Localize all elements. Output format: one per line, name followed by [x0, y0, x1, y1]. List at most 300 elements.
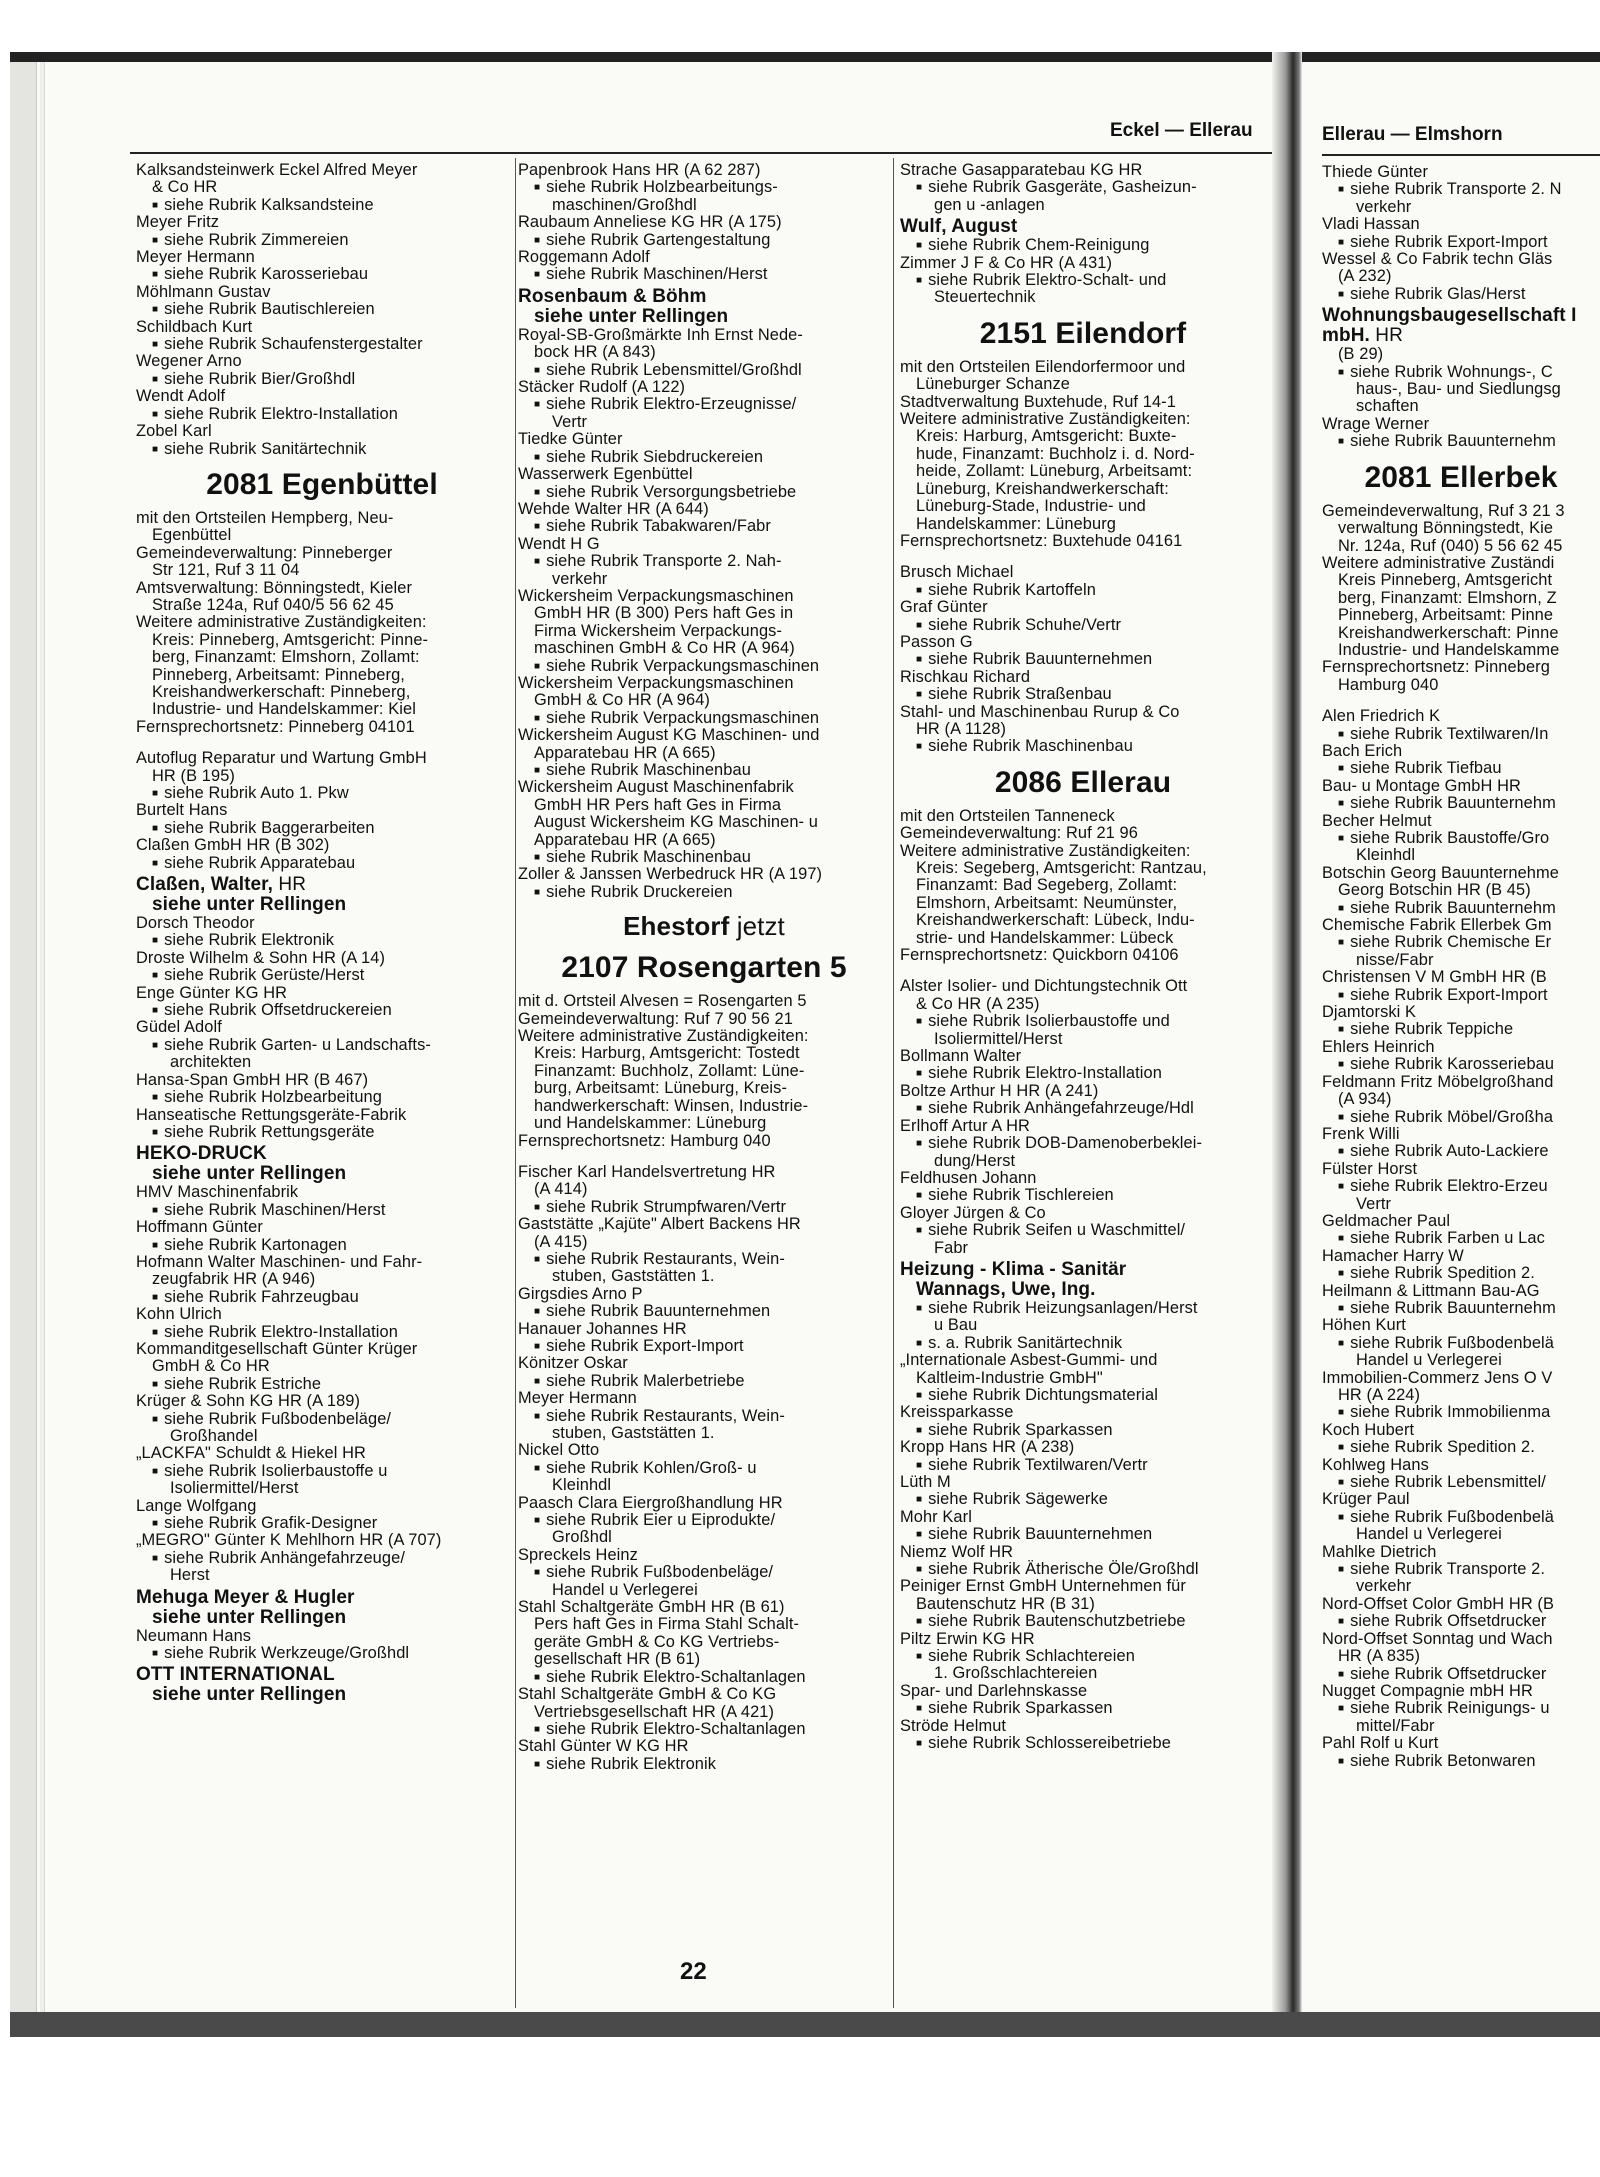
- municipality-info-line: Weitere administrative Zuständigkeiten:: [518, 1027, 809, 1046]
- category-reference: ■ siehe Rubrik Versorgungsbetriebe: [518, 484, 890, 501]
- category-reference-continued: Großhdl: [552, 1528, 612, 1547]
- municipality-heading: 2081 Ellerbek: [1364, 460, 1558, 494]
- municipality-heading: 2107 Rosengarten 5: [561, 951, 847, 985]
- entry-name: Lüth M: [900, 1473, 951, 1491]
- entry-name: Koch Hubert: [1322, 1420, 1415, 1439]
- entry-name: Meyer Fritz: [136, 213, 220, 232]
- category-reference-continued: Handel u Verlegerei: [552, 1580, 698, 1599]
- category-reference: ■ siehe Rubrik Elektro-Installation: [136, 1324, 508, 1341]
- directory-entry: [136, 162, 508, 214]
- category-reference-continued: dung/Herst: [934, 1151, 1016, 1170]
- category-reference: ■ siehe Rubrik Karosseriebau: [136, 266, 508, 283]
- entry-name: Zimmer J F & Co HR (A 431): [900, 253, 1113, 272]
- entry-name: Stahl- und Maschinenbau Rurup & Co: [900, 702, 1180, 721]
- category-reference: ■ siehe Rubrik Offsetdruckereien: [136, 1002, 508, 1019]
- entry-name: Burtelt Hans: [136, 801, 228, 820]
- entry-name-bold: HEKO-DRUCK: [136, 1143, 267, 1165]
- category-reference: ■ siehe Rubrik Fußbodenbelä: [1322, 1335, 1600, 1352]
- municipality-info-line: Elmshorn, Arbeitsamt: Neumünster,: [916, 893, 1178, 912]
- directory-entry: [900, 1683, 1266, 1718]
- directory-entry: [1322, 778, 1600, 813]
- category-reference: ■ siehe Rubrik Glas/Herst: [1322, 286, 1600, 303]
- entry-name-continued: Bautenschutz HR (B 31): [916, 1594, 1095, 1613]
- directory-entry: [136, 423, 508, 458]
- municipality-info-line: Lüneburger Schanze: [916, 375, 1070, 394]
- directory-entry: [900, 634, 1266, 669]
- entry-name: Stäcker Rudolf (A 122): [518, 378, 686, 397]
- directory-entry: [1322, 708, 1600, 743]
- directory-entry: [136, 1532, 508, 1584]
- entry-name: Kreissparkasse: [900, 1403, 1014, 1422]
- entry-name-continued: GmbH & Co HR: [152, 1357, 270, 1376]
- entry-name-continued: HR (A 835): [1338, 1647, 1421, 1666]
- category-reference: ■ siehe Rubrik Tabakwaren/Fabr: [518, 518, 890, 535]
- category-reference: ■ siehe Rubrik Sparkassen: [900, 1422, 1266, 1439]
- entry-name-bold-text: mbH.: [1322, 325, 1370, 347]
- directory-entry: [518, 501, 890, 536]
- category-reference: ■ s. a. Rubrik Sanitärtechnik: [900, 1335, 1266, 1352]
- directory-entry: [136, 985, 508, 1020]
- municipality-info-line: und Handelskammer: Lüneburg: [534, 1114, 767, 1133]
- category-reference-continued: Herst: [170, 1566, 210, 1585]
- entry-name: Nugget Compagnie mbH HR: [1322, 1681, 1533, 1700]
- entry-name-bold: Wohnungsbaugesellschaft I: [1322, 305, 1577, 327]
- directory-entry: [900, 1170, 1266, 1205]
- directory-entry: [900, 1509, 1266, 1544]
- category-reference-continued: mittel/Fabr: [1356, 1716, 1435, 1735]
- directory-entry: [1322, 1039, 1600, 1074]
- category-reference: ■ siehe Rubrik Sparkassen: [900, 1700, 1266, 1717]
- directory-entry: [136, 1588, 508, 1628]
- entry-name: Becher Helmut: [1322, 811, 1432, 830]
- entry-name: „MEGRO" Günter K Mehlhorn HR (A 707): [136, 1531, 442, 1550]
- directory-entry: [136, 1019, 508, 1071]
- directory-entry: [900, 1578, 1266, 1630]
- directory-entry: [518, 1495, 890, 1547]
- entry-name: Stahl Schaltgeräte GmbH & Co KG: [518, 1685, 777, 1704]
- entry-name: Geldmacher Paul: [1322, 1211, 1451, 1230]
- entry-name-continued: Vertriebsgesellschaft HR (A 421): [534, 1702, 775, 1721]
- entry-name: Passon G: [900, 632, 973, 651]
- directory-entry: [136, 1628, 508, 1663]
- municipality-info-line: Stadtverwaltung Buxtehude, Ruf 14-1: [900, 392, 1176, 411]
- category-reference: ■ siehe Rubrik Restaurants, Wein-: [518, 1408, 890, 1425]
- directory-entry: [1322, 1631, 1600, 1683]
- category-reference: ■ siehe Rubrik Sanitärtechnik: [136, 441, 508, 458]
- category-reference: ■ siehe Rubrik Kalksandsteine: [136, 197, 508, 214]
- entry-name-bold: Mehuga Meyer & Hugler: [136, 1586, 355, 1608]
- directory-entry: [900, 217, 1266, 254]
- directory-entry: [136, 1393, 508, 1445]
- category-reference-continued: Isoliermittel/Herst: [934, 1029, 1063, 1048]
- directory-entry: [136, 750, 508, 802]
- directory-entry: [136, 1107, 508, 1142]
- entry-name: Möhlmann Gustav: [136, 282, 271, 301]
- entry-name: Boltze Arthur H HR (A 241): [900, 1081, 1099, 1100]
- category-reference: ■ siehe Rubrik Baggerarbeiten: [136, 820, 508, 837]
- directory-entry: [900, 162, 1266, 214]
- municipality-info-line: handwerkerschaft: Winsen, Industrie-: [534, 1096, 809, 1115]
- municipality-info-line: Kreis: Segeberg, Amtsgericht: Rantzau,: [916, 859, 1207, 877]
- directory-entry: [136, 1498, 508, 1533]
- entry-register: HR: [1369, 325, 1403, 347]
- directory-entry: [1322, 216, 1600, 251]
- entry-name: „Internationale Asbest-Gummi- und: [900, 1351, 1158, 1370]
- entry-name: Alster Isolier- und Dichtungstechnik Ott: [900, 977, 1188, 996]
- category-reference: ■ siehe Rubrik Bauunternehm: [1322, 900, 1600, 917]
- municipality-info-line: Kreis: Pinneberg, Amtsgericht: Pinne-: [152, 630, 429, 649]
- category-reference: ■ siehe Rubrik Dichtungsmaterial: [900, 1387, 1266, 1404]
- category-reference: ■ siehe Rubrik Grafik-Designer: [136, 1515, 508, 1532]
- category-reference-continued: Steuertechnik: [934, 288, 1036, 307]
- entry-name: Wessel & Co Fabrik techn Gläs: [1322, 250, 1553, 269]
- entry-firm-bold: Wannags, Uwe, Ing.: [916, 1278, 1096, 1300]
- category-reference: ■ siehe Rubrik Bauunternehmen: [900, 651, 1266, 668]
- entry-name: Raubaum Anneliese KG HR (A 175): [518, 213, 782, 232]
- municipality-info-line: Fernsprechortsnetz: Buxtehude 04161: [900, 531, 1183, 550]
- category-reference: ■ siehe Rubrik Werkzeuge/Großhdl: [136, 1645, 508, 1662]
- directory-entry: [1322, 1683, 1600, 1735]
- entry-name: Güdel Adolf: [136, 1018, 222, 1037]
- directory-entry: [900, 1260, 1266, 1352]
- directory-entry: [900, 1083, 1266, 1118]
- directory-entry: [136, 1665, 508, 1705]
- entry-name-continued: (A 414): [534, 1180, 588, 1199]
- entry-name: Christensen V M GmbH HR (B: [1322, 968, 1547, 987]
- entry-name: Alen Friedrich K: [1322, 707, 1441, 726]
- municipality-info-line: Str 121, Ruf 3 11 04: [152, 561, 300, 580]
- category-reference: ■ siehe Rubrik Elektro-Schaltanlagen: [518, 1721, 890, 1738]
- category-reference: ■ siehe Rubrik Chemische Er: [1322, 934, 1600, 951]
- entry-name-continued: & Co HR (A 235): [916, 994, 1040, 1013]
- directory-entry: [1322, 1126, 1600, 1161]
- category-reference: ■ siehe Rubrik Ätherische Öle/Großhdl: [900, 1561, 1266, 1578]
- directory-entry: [518, 327, 890, 379]
- entry-name: Tiedke Günter: [518, 430, 623, 449]
- see-reference: siehe unter Rellingen: [534, 305, 729, 327]
- entry-name-bold: Wulf, August: [900, 216, 1018, 238]
- municipality-info-line: verwaltung Bönningstedt, Kie: [1338, 519, 1554, 538]
- category-reference: ■ siehe Rubrik Gerüste/Herst: [136, 967, 508, 984]
- entry-name: Frenk Willi: [1322, 1124, 1400, 1143]
- municipality-info-line: Finanzamt: Buchholz, Zollamt: Lüne-: [534, 1061, 805, 1080]
- directory-column-2: [518, 162, 890, 2007]
- directory-entry: [1322, 306, 1600, 416]
- running-head-left-page: Eckel — Ellerau: [1110, 120, 1253, 141]
- entry-name-continued: & Co HR: [152, 178, 218, 197]
- directory-entry: [518, 466, 890, 501]
- entry-name: Wegener Arno: [136, 352, 242, 371]
- category-reference: ■ siehe Rubrik DOB-Damenoberbeklei-: [900, 1135, 1266, 1152]
- directory-entry: [1322, 1004, 1600, 1039]
- entry-name: Fischer Karl Handelsvertretung HR: [518, 1162, 776, 1181]
- directory-entry: [518, 1390, 890, 1442]
- municipality-info-line: Kreis Pinneberg, Amtsgericht: [1338, 571, 1553, 590]
- entry-name: Nord-Offset Sonntag und Wach: [1322, 1629, 1553, 1648]
- category-reference: ■ siehe Rubrik Siebdruckereien: [518, 449, 890, 466]
- entry-name-continued: (A 934): [1338, 1090, 1392, 1109]
- municipality-info-line: Fernsprechortsnetz: Pinneberg: [1322, 658, 1550, 677]
- municipality-info-line: mit den Ortsteilen Hempberg, Neu-: [136, 508, 394, 527]
- directory-entry: [1322, 416, 1600, 451]
- directory-column-3: [900, 162, 1266, 2007]
- category-reference: ■ siehe Rubrik Textilwaren/Vertr: [900, 1457, 1266, 1474]
- category-reference: ■ siehe Rubrik Isolierbaustoffe u: [136, 1463, 508, 1480]
- entry-name-continued: zeugfabrik HR (A 946): [152, 1270, 316, 1289]
- scan-bottom-border: [10, 2012, 1600, 2037]
- category-reference: ■ siehe Rubrik Maschinenbau: [518, 762, 890, 779]
- directory-entry: [518, 1599, 890, 1686]
- municipality-info-line: mit den Ortsteilen Eilendorfermoor und: [900, 357, 1186, 376]
- category-reference: ■ siehe Rubrik Fußbodenbeläge/: [136, 1411, 508, 1428]
- directory-entry: [900, 599, 1266, 634]
- municipality-info-line: heide, Zollamt: Lüneburg, Arbeitsamt:: [916, 462, 1193, 481]
- spacer: [136, 736, 508, 750]
- directory-entry: [518, 1164, 890, 1216]
- category-reference: ■ siehe Rubrik Heizungsanlagen/Herst: [900, 1300, 1266, 1317]
- directory-entry: [900, 564, 1266, 599]
- directory-entry: [900, 1205, 1266, 1257]
- directory-entry: [900, 1631, 1266, 1683]
- entry-name: Spar- und Darlehnskasse: [900, 1681, 1088, 1700]
- directory-entry: [518, 214, 890, 249]
- directory-entry: [900, 1118, 1266, 1170]
- entry-name: Nickel Otto: [518, 1441, 600, 1460]
- directory-entry: [136, 1306, 508, 1341]
- entry-name: Wasserwerk Egenbüttel: [518, 465, 693, 484]
- directory-entry: [1322, 1317, 1600, 1369]
- directory-entry: [136, 1445, 508, 1497]
- spacer: [900, 550, 1266, 564]
- entry-name: Graf Günter: [900, 598, 988, 617]
- directory-entry: [518, 1286, 890, 1321]
- municipality-info-line: Weitere administrative Zuständigkeiten:: [900, 410, 1191, 429]
- page-number: 22: [680, 1958, 707, 1985]
- directory-column-1: [136, 162, 508, 2007]
- directory-column-right-page: [1322, 164, 1600, 2009]
- directory-entry: [1322, 1457, 1600, 1492]
- municipality-info-line: Gemeindeverwaltung: Ruf 21 96: [900, 824, 1138, 843]
- category-reference: ■ siehe Rubrik Straßenbau: [900, 686, 1266, 703]
- category-reference: ■ siehe Rubrik Fußbodenbeläge/: [518, 1564, 890, 1581]
- entry-name: Kalksandsteinwerk Eckel Alfred Meyer: [136, 162, 418, 179]
- category-reference-continued: haus-, Bau- und Siedlungsg: [1356, 380, 1561, 399]
- category-reference: ■ siehe Rubrik Bauunternehm: [1322, 795, 1600, 812]
- directory-entry: [1322, 1491, 1600, 1543]
- directory-entry: [900, 978, 1266, 1048]
- category-reference: ■ siehe Rubrik Bauunternehm: [1322, 1300, 1600, 1317]
- category-reference: ■ siehe Rubrik Kartoffeln: [900, 582, 1266, 599]
- directory-entry: [1322, 164, 1600, 216]
- directory-entry: [518, 1442, 890, 1494]
- category-reference: ■ siehe Rubrik Transporte 2.: [1322, 1561, 1600, 1578]
- entry-name: Roggemann Adolf: [518, 248, 650, 267]
- directory-entry: [518, 1547, 890, 1599]
- category-reference: ■ siehe Rubrik Anhängefahrzeuge/: [136, 1550, 508, 1567]
- category-reference: ■ siehe Rubrik Offsetdrucker: [1322, 1666, 1600, 1683]
- entry-name: Erlhoff Artur A HR: [900, 1116, 1030, 1135]
- category-reference: ■ siehe Rubrik Offsetdrucker: [1322, 1613, 1600, 1630]
- municipality-info-line: mit den Ortsteilen Tanneneck: [900, 806, 1115, 825]
- category-reference: ■ siehe Rubrik Maschinenbau: [900, 738, 1266, 755]
- category-reference-continued: verkehr: [1356, 197, 1412, 216]
- category-reference-continued: Vertr: [552, 412, 588, 431]
- entry-name: Hansa-Span GmbH HR (B 467): [136, 1070, 369, 1089]
- entry-name-bold: Rosenbaum & Böhm: [518, 285, 707, 307]
- directory-entry: [1322, 1283, 1600, 1318]
- entry-name: Wickersheim Verpackungsmaschinen: [518, 673, 794, 692]
- municipality-heading: 2086 Ellerau: [994, 765, 1172, 799]
- category-reference: ■ siehe Rubrik Druckereien: [518, 884, 890, 901]
- heading-lead-bold: Ehestorf: [623, 911, 730, 942]
- category-reference: ■ siehe Rubrik Holzbearbeitung: [136, 1089, 508, 1106]
- category-reference: ■ siehe Rubrik Schaufenstergestalter: [136, 336, 508, 353]
- municipality-info-line: Amtsverwaltung: Bönningstedt, Kieler: [136, 578, 413, 597]
- directory-entry: [136, 915, 508, 950]
- municipality-info-line: Pinneberg, Arbeitsamt: Pinne: [1338, 606, 1554, 625]
- municipality-info-line: burg, Arbeitsamt: Lüneburg, Kreis-: [534, 1079, 788, 1098]
- entry-name: Höhen Kurt: [1322, 1316, 1406, 1335]
- entry-name: Bau- u Montage GmbH HR: [1322, 776, 1521, 795]
- category-reference: ■ siehe Rubrik Isolierbaustoffe und: [900, 1013, 1266, 1030]
- directory-entry: [1322, 917, 1600, 969]
- category-reference-continued: verkehr: [1356, 1577, 1412, 1596]
- directory-entry: [900, 1404, 1266, 1439]
- municipality-info-line: Finanzamt: Bad Segeberg, Zollamt:: [916, 876, 1178, 895]
- category-reference: ■ siehe Rubrik Auto 1. Pkw: [136, 785, 508, 802]
- directory-entry: [518, 588, 890, 675]
- category-reference-continued: 1. Großschlachtereien: [934, 1664, 1098, 1683]
- category-reference: ■ siehe Rubrik Elektro-Erzeugnisse/: [518, 396, 890, 413]
- entry-name: Wrage Werner: [1322, 414, 1430, 433]
- municipality-info-line: Lüneburg, Kreishandwerkerschaft:: [916, 479, 1169, 498]
- municipality-heading: 2151 Eilendorf: [979, 316, 1187, 350]
- category-reference: ■ siehe Rubrik Fahrzeugbau: [136, 1289, 508, 1306]
- entry-name: Wendt Adolf: [136, 387, 226, 406]
- entry-name: Wehde Walter HR (A 644): [518, 499, 709, 518]
- directory-entry: [136, 802, 508, 837]
- directory-entry: [1322, 1248, 1600, 1283]
- category-reference: ■ siehe Rubrik Reinigungs- u: [1322, 1700, 1600, 1717]
- directory-entry: [136, 284, 508, 319]
- category-reference-continued: architekten: [170, 1053, 252, 1072]
- category-reference: ■ siehe Rubrik Anhängefahrzeuge/Hdl: [900, 1100, 1266, 1117]
- category-reference: ■ siehe Rubrik Tischlereien: [900, 1187, 1266, 1204]
- directory-entry: [136, 1072, 508, 1107]
- municipality-info-line: strie- und Handelskammer: Lübeck: [916, 928, 1174, 947]
- category-reference: ■ siehe Rubrik Elektronik: [518, 1756, 890, 1773]
- spacer: [1322, 694, 1600, 708]
- category-reference: ■ siehe Rubrik Maschinenbau: [518, 849, 890, 866]
- entry-name: Gaststätte „Kajüte" Albert Backens HR: [518, 1215, 801, 1234]
- directory-entry: [518, 675, 890, 727]
- category-reference-continued: maschinen/Großhdl: [552, 195, 697, 214]
- municipality-info-line: Kreis: Harburg, Amtsgericht: Buxte-: [916, 427, 1177, 446]
- category-reference: ■ siehe Rubrik Apparatebau: [136, 855, 508, 872]
- scan-top-border: [10, 52, 1600, 62]
- entry-name: Lange Wolfgang: [136, 1496, 257, 1515]
- directory-entry: [1322, 1074, 1600, 1126]
- entry-name: Botschin Georg Bauunternehme: [1322, 863, 1559, 882]
- entry-name: Hanauer Johannes HR: [518, 1319, 687, 1338]
- entry-name: Neumann Hans: [136, 1626, 252, 1645]
- entry-name-continued: August Wickersheim KG Maschinen- u: [534, 813, 818, 832]
- municipality-info-line: Weitere administrative Zuständigkeiten:: [900, 841, 1191, 860]
- entry-name: Zobel Karl: [136, 422, 212, 441]
- directory-entry: [1322, 743, 1600, 778]
- category-reference: ■ siehe Rubrik Spedition 2.: [1322, 1439, 1600, 1456]
- category-reference: ■ siehe Rubrik Export-Import: [518, 1338, 890, 1355]
- entry-name-continued: Kaltleim-Industrie GmbH": [916, 1368, 1103, 1387]
- entry-name: Schildbach Kurt: [136, 317, 253, 336]
- category-reference-continued: Kleinhdl: [552, 1476, 612, 1495]
- municipality-info-line: berg, Finanzamt: Elmshorn, Zollamt:: [152, 648, 420, 667]
- directory-entry: [136, 1144, 508, 1184]
- entry-name: Enge Günter KG HR: [136, 983, 288, 1002]
- directory-entry: [136, 1254, 508, 1306]
- directory-entry: [518, 1321, 890, 1356]
- entry-name: Hamacher Harry W: [1322, 1246, 1464, 1265]
- entry-name: Fülster Horst: [1322, 1159, 1418, 1178]
- entry-name: Könitzer Oskar: [518, 1354, 628, 1373]
- category-reference: ■ siehe Rubrik Bauunternehmen: [900, 1526, 1266, 1543]
- category-reference: ■ siehe Rubrik Seifen u Waschmittel/: [900, 1222, 1266, 1239]
- entry-name: Nord-Offset Color GmbH HR (B: [1322, 1594, 1555, 1613]
- entry-name: Immobilien-Commerz Jens O V: [1322, 1368, 1553, 1387]
- entry-name-continued: Firma Wickersheim Verpackungs-: [534, 621, 783, 640]
- municipality-info-line: Hamburg 040: [1338, 675, 1439, 694]
- entry-name: Kohn Ulrich: [136, 1305, 222, 1324]
- directory-entry: [518, 727, 890, 779]
- entry-name-continued: Georg Botschin HR (B 45): [1338, 881, 1531, 900]
- category-reference-continued: stuben, Gaststätten 1.: [552, 1267, 715, 1286]
- category-reference: ■ siehe Rubrik Baustoffe/Gro: [1322, 830, 1600, 847]
- category-reference-continued: Isoliermittel/Herst: [170, 1479, 299, 1498]
- directory-entry: [136, 1341, 508, 1393]
- category-reference: ■ siehe Rubrik Tiefbau: [1322, 760, 1600, 777]
- entry-name: Niemz Wolf HR: [900, 1542, 1014, 1561]
- entry-name-continued: GmbH HR (B 300) Pers haft Ges in: [534, 604, 794, 623]
- entry-name: Hoffmann Günter: [136, 1218, 263, 1237]
- directory-entry: [518, 162, 890, 214]
- entry-name: „LACKFA" Schuldt & Hiekel HR: [136, 1444, 366, 1463]
- book-left-edge-inner: [40, 62, 45, 2037]
- see-reference: siehe unter Rellingen: [152, 1684, 347, 1706]
- category-reference: ■ siehe Rubrik Transporte 2. N: [1322, 181, 1600, 198]
- entry-name: HMV Maschinenfabrik: [136, 1183, 299, 1202]
- municipality-info-line: Nr. 124a, Ruf (040) 5 56 62 45: [1338, 536, 1563, 555]
- category-reference: ■ siehe Rubrik Bautenschutzbetriebe: [900, 1613, 1266, 1630]
- directory-entry: [136, 950, 508, 985]
- category-reference: ■ siehe Rubrik Bauunternehmen: [518, 1303, 890, 1320]
- category-reference: ■ siehe Rubrik Elektro-Schalt- und: [900, 272, 1266, 289]
- entry-name: Papenbrook Hans HR (A 62 287): [518, 162, 761, 179]
- entry-name: Claßen GmbH HR (B 302): [136, 836, 330, 855]
- heading-lead-rest: jetzt: [729, 911, 785, 942]
- entry-name-bold: Heizung - Klima - Sanitär: [900, 1258, 1127, 1280]
- entry-name: Royal-SB-Großmärkte Inh Ernst Nede-: [518, 325, 803, 344]
- scanned-page: [10, 52, 1600, 2037]
- category-reference: ■ siehe Rubrik Transporte 2. Nah-: [518, 553, 890, 570]
- directory-entry: [900, 669, 1266, 704]
- directory-entry: [1322, 969, 1600, 1004]
- book-spine-gutter: [1272, 52, 1302, 2037]
- category-reference-continued: gen u -anlagen: [934, 195, 1045, 214]
- entry-name-continued: Apparatebau HR (A 665): [534, 743, 716, 762]
- municipality-info-line: Fernsprechortsnetz: Pinneberg 04101: [136, 717, 415, 736]
- category-reference: ■ siehe Rubrik Schuhe/Vertr: [900, 617, 1266, 634]
- category-reference-continued: Handel u Verlegerei: [1356, 1525, 1502, 1544]
